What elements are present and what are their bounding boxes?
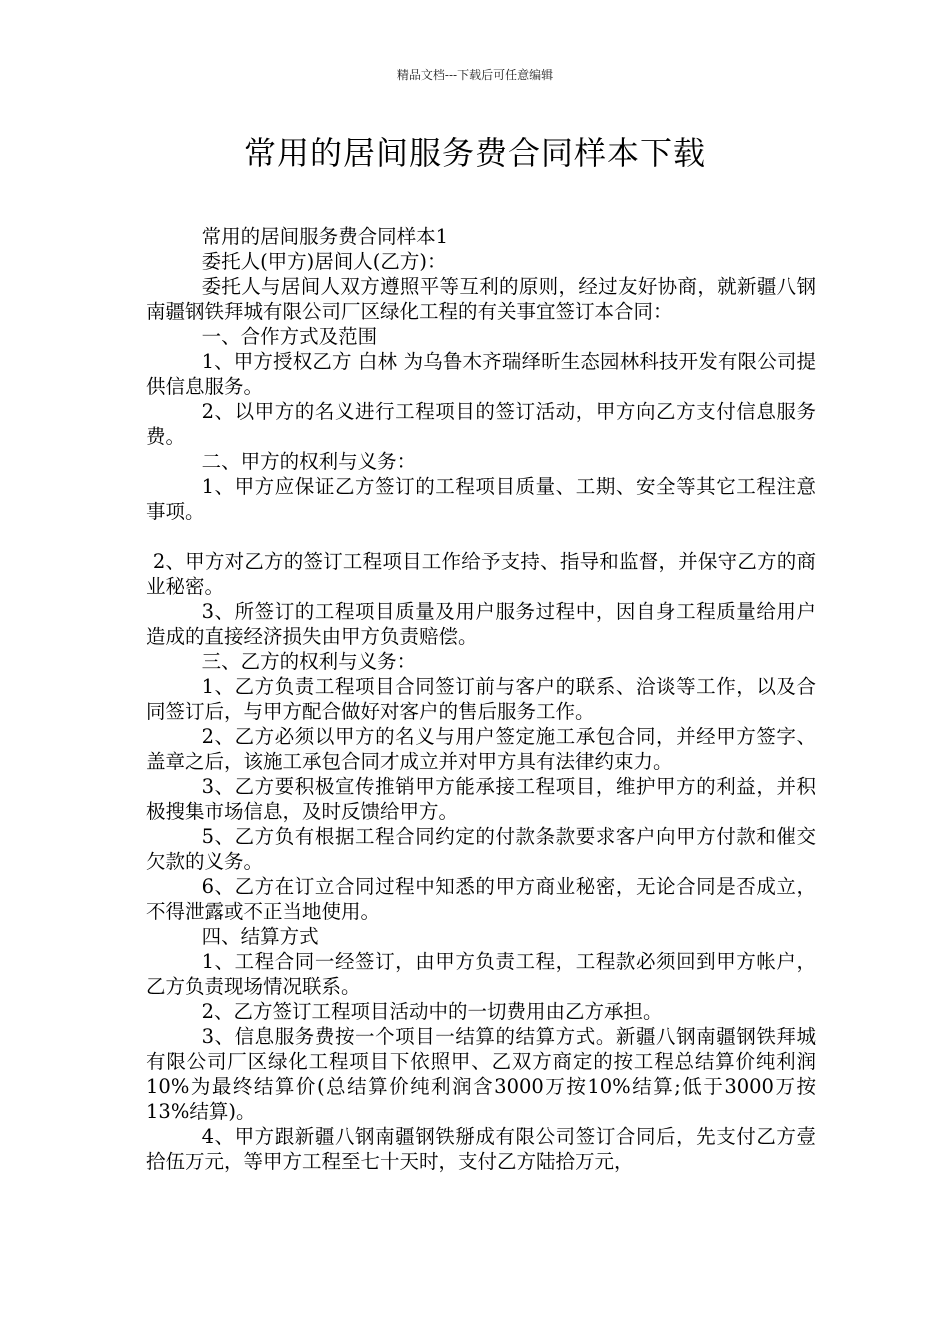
paragraph: 4、甲方跟新疆八钢南疆钢铁掰成有限公司签订合同后，先支付乙方壹拾伍万元，等甲方工程至七十天时，支付乙方陆拾万元， (146, 1125, 816, 1173)
paragraph: 6、乙方在订立合同过程中知悉的甲方商业秘密，无论合同是否成立，不得泄露或不正当地使用。 (146, 875, 816, 923)
paragraph: 1、乙方负责工程项目合同签订前与客户的联系、洽谈等工作，以及合同签订后，与甲方配合做好对客户的售后服务工作。 (146, 675, 816, 723)
section-heading: 一、合作方式及范围 (201, 325, 378, 348)
paragraph: 3、信息服务费按一个项目一结算的结算方式。新疆八钢南疆钢铁拜城有限公司厂区绿化工程项目下依照甲、乙双方商定的按工程总结算价纯利润10%为最终结算价(总结算价纯利润含3000万按10%结算;低于3000万按13%结算)。 (146, 1025, 816, 1123)
paragraph: 3、乙方要积极宣传推销甲方能承接工程项目，维护甲方的利益，并积极搜集市场信息，及时反馈给甲方。 (146, 775, 816, 823)
page-header: 精品文档---下载后可任意编辑 (396, 68, 554, 82)
document-title: 常用的居间服务费合同样本下载 (243, 134, 706, 172)
paragraph: 1、甲方应保证乙方签订的工程项目质量、工期、安全等其它工程注意事项。 (146, 475, 816, 523)
section-heading: 三、乙方的权利与义务： (201, 650, 417, 673)
paragraph: 1、工程合同一经签订，由甲方负责工程，工程款必须回到甲方帐户，乙方负责现场情况联系。 (146, 950, 816, 998)
section-heading: 二、甲方的权利与义务： (201, 450, 417, 473)
paragraph: 1、甲方授权乙方 白林 为乌鲁木齐瑞绎昕生态园林科技开发有限公司提供信息服务。 (146, 350, 816, 398)
paragraph: 5、乙方负有根据工程合同约定的付款条款要求客户向甲方付款和催交欠款的义务。 (146, 825, 816, 873)
document-body (146, 224, 816, 1174)
paragraph: 2、甲方对乙方的签订工程项目工作给予支持、指导和监督，并保守乙方的商业秘密。 (146, 550, 816, 598)
paragraph: 委托人与居间人双方遵照平等互利的原则，经过友好协商，就新疆八钢南疆钢铁拜城有限公司厂区绿化工程的有关事宜签订本合同： (146, 275, 816, 323)
section-heading: 四、结算方式 (201, 925, 319, 948)
paragraph: 委托人(甲方)居间人(乙方)： (201, 250, 447, 273)
paragraph: 2、乙方签订工程项目活动中的一切费用由乙方承担。 (201, 1000, 663, 1023)
paragraph: 3、所签订的工程项目质量及用户服务过程中，因自身工程质量给用户造成的直接经济损失由甲方负责赔偿。 (146, 600, 816, 648)
paragraph: 2、乙方必须以甲方的名义与用户签定施工承包合同，并经甲方签字、盖章之后，该施工承包合同才成立并对甲方具有法律约束力。 (146, 725, 816, 773)
paragraph: 常用的居间服务费合同样本1 (201, 225, 448, 248)
paragraph: 2、以甲方的名义进行工程项目的签订活动，甲方向乙方支付信息服务费。 (146, 400, 816, 448)
